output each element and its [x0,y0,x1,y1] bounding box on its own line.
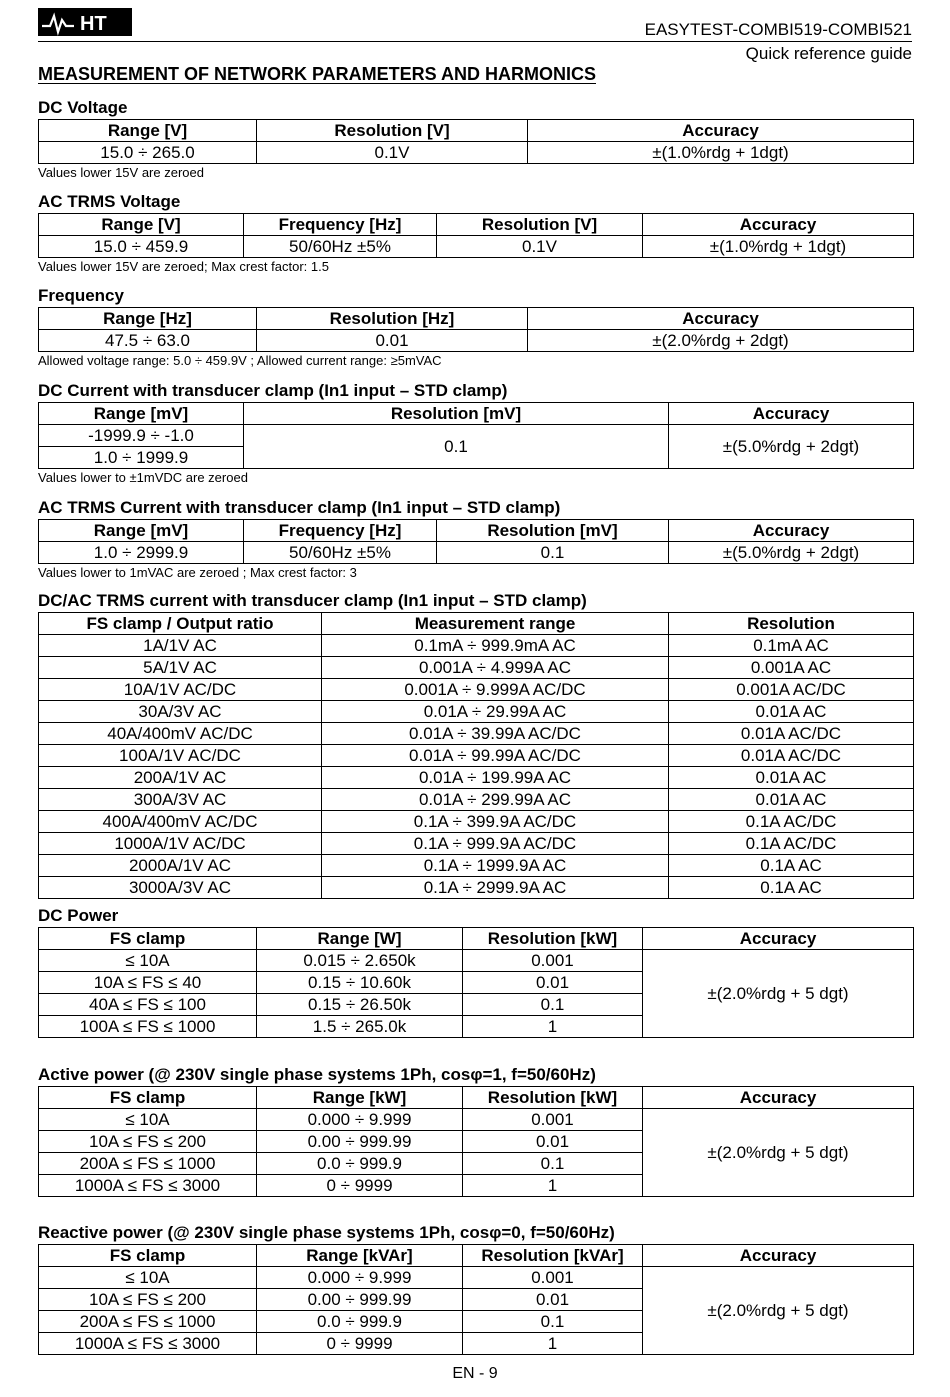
table-cell: ±(2.0%rdg + 5 dgt) [643,1109,914,1197]
table-header-row [39,214,914,236]
table-cell: 0.15 ÷ 10.60k [257,972,463,994]
section-title: DC Voltage [38,98,128,117]
frequency-table [38,307,914,352]
section-title: DC/AC TRMS current with transducer clamp (In1 input – STD clamp) [38,591,587,610]
dc-voltage-table [38,119,914,164]
dc-current-table [38,402,914,469]
header-cell: Resolution [kW] [463,1087,643,1109]
table-cell: 0.001 [463,950,643,972]
table-cell: ±(1.0%rdg + 1dgt) [528,142,914,164]
table-header-row [39,120,914,142]
table-cell: 0.001A AC/DC [669,679,914,701]
table-cell: 0.15 ÷ 26.50k [257,994,463,1016]
table-cell: 5A/1V AC [39,657,322,679]
table-header-row [39,1245,914,1267]
header-cell: Range [mV] [39,403,244,425]
table-cell: 400A/400mV AC/DC [39,811,322,833]
section-note: Allowed voltage range: 5.0 ÷ 459.9V ; Allowed current range: ≥5mVAC [38,353,442,368]
header-cell: Range [kW] [257,1087,463,1109]
section-title: DC Current with transducer clamp (In1 input – STD clamp) [38,381,508,400]
section-title: Reactive power (@ 230V single phase systems 1Ph, cosφ=0, f=50/60Hz) [38,1223,615,1242]
table-cell: 300A/3V AC [39,789,322,811]
section-title: AC TRMS Voltage [38,192,181,211]
table-cell: ±(1.0%rdg + 1dgt) [643,236,914,258]
table-cell: ±(2.0%rdg + 5 dgt) [643,950,914,1038]
table-cell: 0.1 [463,994,643,1016]
header-cell: FS clamp [39,1087,257,1109]
table-row [39,767,914,789]
section-note: Values lower to 1mVAC are zeroed ; Max crest factor: 3 [38,565,357,580]
header-cell: Accuracy [528,308,914,330]
table-header-row [39,928,914,950]
table-cell: 100A/1V AC/DC [39,745,322,767]
table-cell: 1.0 ÷ 1999.9 [39,447,244,469]
table-cell: 0.1A AC/DC [669,833,914,855]
table-cell: ≤ 10A [39,1109,257,1131]
table-cell: 0.1 [463,1153,643,1175]
table-cell: 0.0 ÷ 999.9 [257,1311,463,1333]
header-cell: Accuracy [643,214,914,236]
header-cell: Frequency [Hz] [244,214,437,236]
table-cell: 0.01 [257,330,528,352]
table-row [39,745,914,767]
table-cell: 0.1A ÷ 2999.9A AC [322,877,669,899]
section-ac-current [38,497,913,581]
table-cell: 1 [463,1175,643,1197]
ac-current-table [38,519,914,564]
table-cell: 0.001A ÷ 9.999A AC/DC [322,679,669,701]
table-row [39,1267,914,1289]
table-cell: 0 ÷ 9999 [257,1175,463,1197]
table-row [39,877,914,899]
dcac-current-table [38,612,914,899]
table-cell: 0.1mA AC [669,635,914,657]
table-cell: 3000A/3V AC [39,877,322,899]
table-row [39,789,914,811]
table-cell: 0.00 ÷ 999.99 [257,1131,463,1153]
table-cell: 200A ≤ FS ≤ 1000 [39,1311,257,1333]
reactive-power-table [38,1244,914,1355]
table-cell: 40A/400mV AC/DC [39,723,322,745]
table-header-row [39,520,914,542]
section-dc-current [38,380,913,486]
table-cell: 0.01A AC [669,701,914,723]
table-row [39,635,914,657]
table-cell: 0.1A AC/DC [669,811,914,833]
header-cell: Resolution [kW] [463,928,643,950]
table-cell: 0.1V [257,142,528,164]
table-cell: ≤ 10A [39,1267,257,1289]
table-cell: 10A ≤ FS ≤ 200 [39,1131,257,1153]
table-row [39,855,914,877]
header-cell: Accuracy [643,1087,914,1109]
section-ac-voltage [38,191,913,275]
header-cell: FS clamp [39,1245,257,1267]
table-cell: 0.1V [437,236,643,258]
table-cell: 0.015 ÷ 2.650k [257,950,463,972]
table-row [39,679,914,701]
table-cell: 0.0 ÷ 999.9 [257,1153,463,1175]
table-cell: 0.01A AC/DC [669,723,914,745]
dc-power-table [38,927,914,1038]
section-dcac-current [38,590,913,899]
table-cell: 50/60Hz ±5% [244,542,437,564]
header-cell: Accuracy [643,1245,914,1267]
table-cell: 0.01A AC [669,789,914,811]
section-dc-power [38,905,913,1038]
table-cell: 0.1A AC [669,855,914,877]
table-cell: 0.01 [463,972,643,994]
table-cell: 0.1A ÷ 399.9A AC/DC [322,811,669,833]
table-row [39,657,914,679]
header-cell: Resolution [mV] [437,520,669,542]
section-reactive-power [38,1222,913,1355]
section-dc-voltage [38,97,913,181]
document-title: EASYTEST-COMBI519-COMBI521 [644,20,912,39]
table-cell: 1.0 ÷ 2999.9 [39,542,244,564]
table-cell: 0.1A ÷ 999.9A AC/DC [322,833,669,855]
header-cell: Range [W] [257,928,463,950]
table-row [39,1109,914,1131]
table-cell: 0.01 [463,1131,643,1153]
page-number: EN - 9 [452,1365,498,1382]
section-note: Values lower 15V are zeroed; Max crest factor: 1.5 [38,259,329,274]
table-cell: 0.1A ÷ 1999.9A AC [322,855,669,877]
header-cell: Range [kVAr] [257,1245,463,1267]
header-cell: FS clamp [39,928,257,950]
page-title: MEASUREMENT OF NETWORK PARAMETERS AND HARMONICS [38,64,596,84]
table-cell: 0.01A ÷ 199.99A AC [322,767,669,789]
table-cell: 0.001 [463,1109,643,1131]
table-cell: 0.01A AC [669,767,914,789]
table-row [39,723,914,745]
table-cell: 1A/1V AC [39,635,322,657]
table-cell: 1000A ≤ FS ≤ 3000 [39,1333,257,1355]
table-cell: ≤ 10A [39,950,257,972]
table-cell: -1999.9 ÷ -1.0 [39,425,244,447]
table-cell: ±(2.0%rdg + 2dgt) [528,330,914,352]
logo-text: HT [80,13,107,35]
ac-voltage-table [38,213,914,258]
table-cell: 10A ≤ FS ≤ 40 [39,972,257,994]
table-row [39,811,914,833]
table-header-row [39,1087,914,1109]
table-row [39,236,914,258]
header-cell: FS clamp / Output ratio [39,613,322,635]
table-cell: 10A/1V AC/DC [39,679,322,701]
table-cell: 30A/3V AC [39,701,322,723]
table-cell: 1 [463,1016,643,1038]
section-frequency [38,285,913,369]
table-cell: 0.00 ÷ 999.99 [257,1289,463,1311]
header-cell: Accuracy [669,403,914,425]
table-row [39,142,914,164]
table-cell: ±(5.0%rdg + 2dgt) [669,542,914,564]
header-cell: Resolution [mV] [244,403,669,425]
table-cell: ±(2.0%rdg + 5 dgt) [643,1267,914,1355]
header-cell: Range [mV] [39,520,244,542]
table-header-row [39,403,914,425]
table-cell: 50/60Hz ±5% [244,236,437,258]
table-row [39,542,914,564]
table-row [39,833,914,855]
header-cell: Range [Hz] [39,308,257,330]
header-cell: Accuracy [528,120,914,142]
table-cell: 200A/1V AC [39,767,322,789]
section-note: Values lower 15V are zeroed [38,165,204,180]
table-header-row [39,613,914,635]
table-cell: 1000A/1V AC/DC [39,833,322,855]
table-header-row [39,308,914,330]
table-cell: 0.01A ÷ 29.99A AC [322,701,669,723]
table-cell: 0.1mA ÷ 999.9mA AC [322,635,669,657]
section-title: AC TRMS Current with transducer clamp (In1 input – STD clamp) [38,498,561,517]
header-cell: Accuracy [669,520,914,542]
header-cell: Resolution [V] [257,120,528,142]
section-note: Values lower to ±1mVDC are zeroed [38,470,248,485]
table-cell: 0.000 ÷ 9.999 [257,1109,463,1131]
document-subtitle: Quick reference guide [745,44,912,63]
section-active-power [38,1064,913,1197]
table-row [39,425,914,447]
table-cell: 0.01A AC/DC [669,745,914,767]
table-cell: 0.1 [437,542,669,564]
active-power-table [38,1086,914,1197]
header-cell: Resolution [Hz] [257,308,528,330]
header-cell: Range [V] [39,214,244,236]
header-divider [38,41,912,42]
ht-logo [38,8,132,36]
table-row [39,330,914,352]
table-cell: 2000A/1V AC [39,855,322,877]
table-cell: 0.001A ÷ 4.999A AC [322,657,669,679]
table-cell: 0.001A AC [669,657,914,679]
table-cell: 0.000 ÷ 9.999 [257,1267,463,1289]
table-cell: 1 [463,1333,643,1355]
table-cell: 40A ≤ FS ≤ 100 [39,994,257,1016]
header-cell: Range [V] [39,120,257,142]
table-cell: 1.5 ÷ 265.0k [257,1016,463,1038]
table-cell: 0.01 [463,1289,643,1311]
table-cell: 0 ÷ 9999 [257,1333,463,1355]
header-cell: Resolution [V] [437,214,643,236]
table-row [39,701,914,723]
header-cell: Resolution [669,613,914,635]
table-cell: 0.01A ÷ 99.99A AC/DC [322,745,669,767]
table-cell: 15.0 ÷ 265.0 [39,142,257,164]
table-cell: 47.5 ÷ 63.0 [39,330,257,352]
table-cell: 0.1 [244,425,669,469]
table-cell: 0.01A ÷ 299.99A AC [322,789,669,811]
table-cell: 0.1 [463,1311,643,1333]
section-title: DC Power [38,906,119,925]
section-title: Frequency [38,286,124,305]
header-cell: Accuracy [643,928,914,950]
table-cell: 0.1A AC [669,877,914,899]
table-cell: ±(5.0%rdg + 2dgt) [669,425,914,469]
table-cell: 1000A ≤ FS ≤ 3000 [39,1175,257,1197]
header-cell: Resolution [kVAr] [463,1245,643,1267]
table-cell: 0.01A ÷ 39.99A AC/DC [322,723,669,745]
table-cell: 0.001 [463,1267,643,1289]
table-cell: 10A ≤ FS ≤ 200 [39,1289,257,1311]
header-cell: Measurement range [322,613,669,635]
table-cell: 100A ≤ FS ≤ 1000 [39,1016,257,1038]
table-cell: 15.0 ÷ 459.9 [39,236,244,258]
table-row [39,950,914,972]
header-cell: Frequency [Hz] [244,520,437,542]
section-title: Active power (@ 230V single phase systems 1Ph, cosφ=1, f=50/60Hz) [38,1065,596,1084]
table-cell: 200A ≤ FS ≤ 1000 [39,1153,257,1175]
